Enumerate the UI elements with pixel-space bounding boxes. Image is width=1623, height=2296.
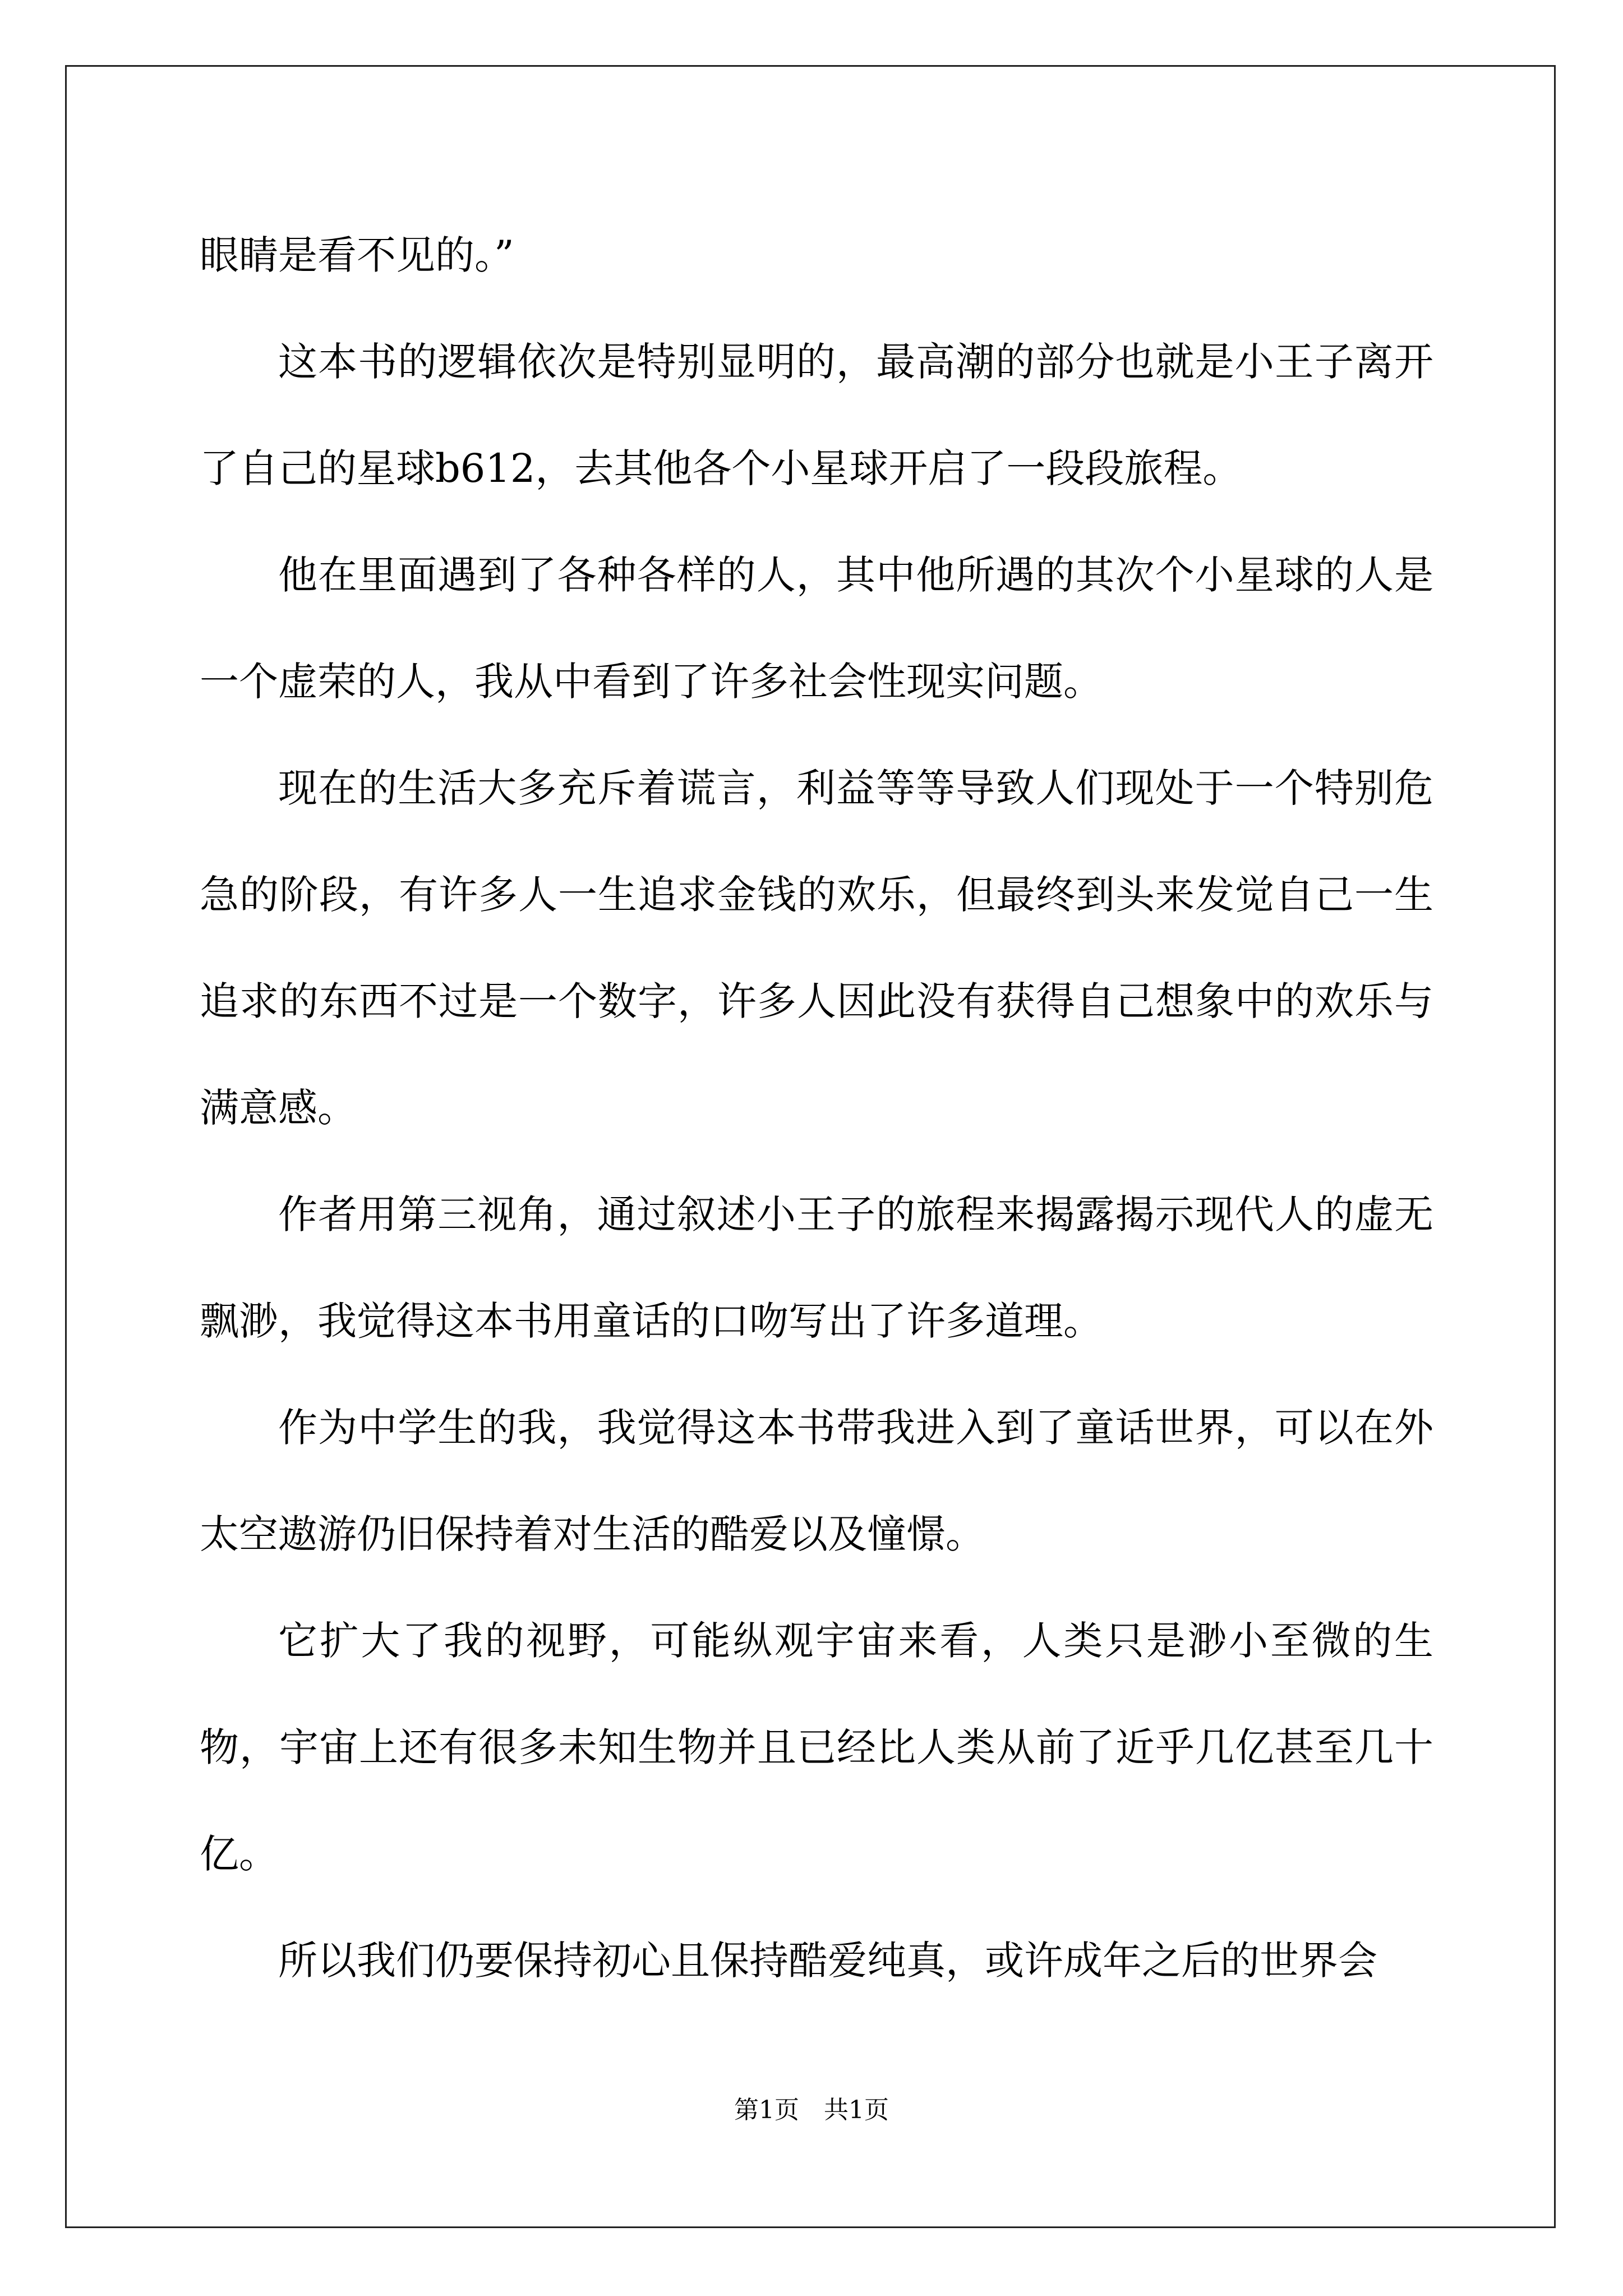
- paragraph: 所以我们仍要保持初心且保持酷爱纯真，或许成年之后的世界会: [278, 1938, 1377, 1984]
- paragraph: 作为中学生的我，我觉得这本书带我进入到了童话世界，可以在外太空遨游仍旧保持着对生活的酷爱以及憧憬。: [200, 1405, 1433, 1557]
- paragraph: 它扩大了我的视野，可能纵观宇宙来看，人类只是渺小至微的生物，宇宙上还有很多未知生物并且已经比人类从前了近乎几亿甚至几十亿。: [200, 1618, 1433, 1877]
- paragraph: 这本书的逻辑依次是特别显明的，最高潮的部分也就是小王子离开了自己的星球b612，去其他各个小星球开启了一段段旅程。: [200, 339, 1433, 491]
- page-footer: 第1页 共1页: [734, 2096, 889, 2124]
- document-body: [200, 202, 1433, 2014]
- paragraph: 现在的生活大多充斥着谎言，利益等等导致人们现处于一个特别危急的阶段，有许多人一生追求金钱的欢乐，但最终到头来发觉自己一生追求的东西不过是一个数字，许多人因此没有获得自己想象中的欢乐与满意感。: [200, 765, 1433, 1131]
- paragraph: 作者用第三视角，通过叙述小王子的旅程来揭露揭示现代人的虚无飘渺，我觉得这本书用童话的口吻写出了许多道理。: [200, 1191, 1433, 1344]
- paragraph: 眼睛是看不见的。”: [200, 232, 514, 278]
- paragraph: 他在里面遇到了各种各样的人，其中他所遇的其次个小星球的人是一个虚荣的人，我从中看到了许多社会性现实问题。: [200, 552, 1433, 705]
